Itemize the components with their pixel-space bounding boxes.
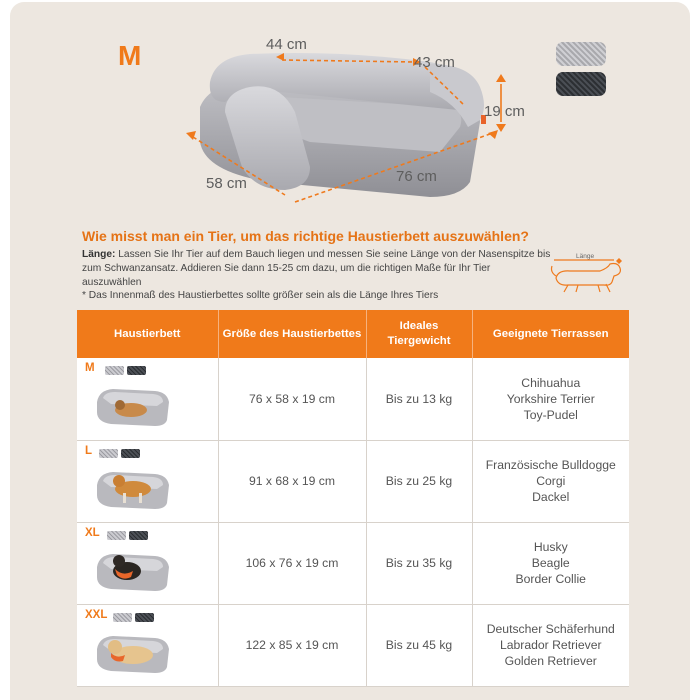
breed-item: Chihuahua <box>521 375 581 390</box>
bed-size-label: M <box>85 362 95 374</box>
table-row <box>77 522 629 604</box>
dog-measure-icon <box>548 252 628 296</box>
color-swatch-light-grey[interactable] <box>556 42 606 66</box>
bed-thumbnail <box>93 545 173 595</box>
breeds-cell <box>472 522 629 604</box>
dim-inner-length: 44 cm <box>266 36 307 53</box>
size-table-header-row <box>77 310 629 358</box>
size-cell: 76 x 58 x 19 cm <box>218 358 366 440</box>
color-swatch-dark-grey[interactable] <box>556 72 606 96</box>
bed-size-label: XL <box>85 526 100 539</box>
mini-swatch-dark <box>135 613 154 622</box>
table-row <box>77 358 629 440</box>
header-bed: Haustierbett <box>77 310 218 358</box>
bed-cell <box>77 604 218 686</box>
weight-cell: Bis zu 25 kg <box>366 440 472 522</box>
weight-cell: Bis zu 13 kg <box>366 358 472 440</box>
breeds-cell <box>472 358 629 440</box>
size-table <box>77 310 629 687</box>
header-size: Größe des Haustierbettes <box>218 310 366 358</box>
breed-item: Labrador Retriever <box>499 638 602 652</box>
breed-item: Französische Bulldogge <box>485 458 616 472</box>
breed-item: Border Collie <box>515 572 586 586</box>
breeds-cell <box>472 604 629 686</box>
mini-swatch-light <box>105 366 124 375</box>
table-row <box>77 604 629 686</box>
mini-swatch-dark <box>121 449 140 458</box>
guide-heading: Wie misst man ein Tier, um das richtige Haustierbett auszuwählen? <box>82 228 529 244</box>
dim-outer-width: 58 cm <box>206 175 247 192</box>
breed-item: Dackel <box>532 490 570 504</box>
bed-thumbnail <box>93 627 173 677</box>
guide-length-label: Länge: <box>82 249 116 260</box>
mini-swatch-light <box>99 449 118 458</box>
mini-swatch-dark <box>127 366 146 375</box>
size-cell: 122 x 85 x 19 cm <box>218 604 366 686</box>
bed-size-label: XXL <box>85 608 108 621</box>
header-breeds: Geeignete Tierrassen <box>472 310 629 358</box>
dog-length-label: Länge <box>576 253 595 260</box>
breed-item: Corgi <box>536 474 566 488</box>
pet-bed-illustration <box>10 2 690 227</box>
breed-item: Toy-Pudel <box>523 407 578 422</box>
header-weight: Ideales Tiergewicht <box>366 310 472 358</box>
size-letter: M <box>118 40 142 71</box>
guide-length-body: Lassen Sie Ihr Tier auf dem Bauch liegen und messen Sie seine Länge von der Nasenspitze bis zum Schwanzansatz. Addieren Sie dann 15-25 cm dazu, um die richtigen Maße für Ihr Tier auszuwählen <box>82 249 551 289</box>
mini-swatch-light <box>113 613 132 622</box>
weight-cell: Bis zu 35 kg <box>366 522 472 604</box>
breeds-cell <box>472 440 629 522</box>
breed-item: Beagle <box>531 556 570 570</box>
bed-cell <box>77 358 218 440</box>
breed-item: Yorkshire Terrier <box>506 391 595 406</box>
guide-length-text <box>82 248 552 291</box>
bed-cell <box>77 440 218 522</box>
bed-thumbnail <box>93 380 173 430</box>
table-row <box>77 440 629 522</box>
bed-cell <box>77 522 218 604</box>
dim-height: 19 cm <box>484 103 525 120</box>
dim-outer-length: 76 cm <box>396 168 437 185</box>
weight-cell: Bis zu 45 kg <box>366 604 472 686</box>
breed-item: Golden Retriever <box>504 654 597 668</box>
breed-item: Husky <box>533 540 568 554</box>
bed-thumbnail <box>93 463 173 513</box>
size-cell: 91 x 68 x 19 cm <box>218 440 366 522</box>
size-cell: 106 x 76 x 19 cm <box>218 522 366 604</box>
product-card <box>10 2 690 700</box>
mini-swatch-dark <box>129 531 148 540</box>
mini-swatch-light <box>107 531 126 540</box>
breed-item: Deutscher Schäferhund <box>486 622 615 636</box>
bed-size-label: L <box>85 444 93 457</box>
guide-note: * Das Innenmaß des Haustierbettes sollte größer sein als die Länge Ihres Tiers <box>82 290 439 301</box>
dim-inner-width: 43 cm <box>414 54 455 71</box>
